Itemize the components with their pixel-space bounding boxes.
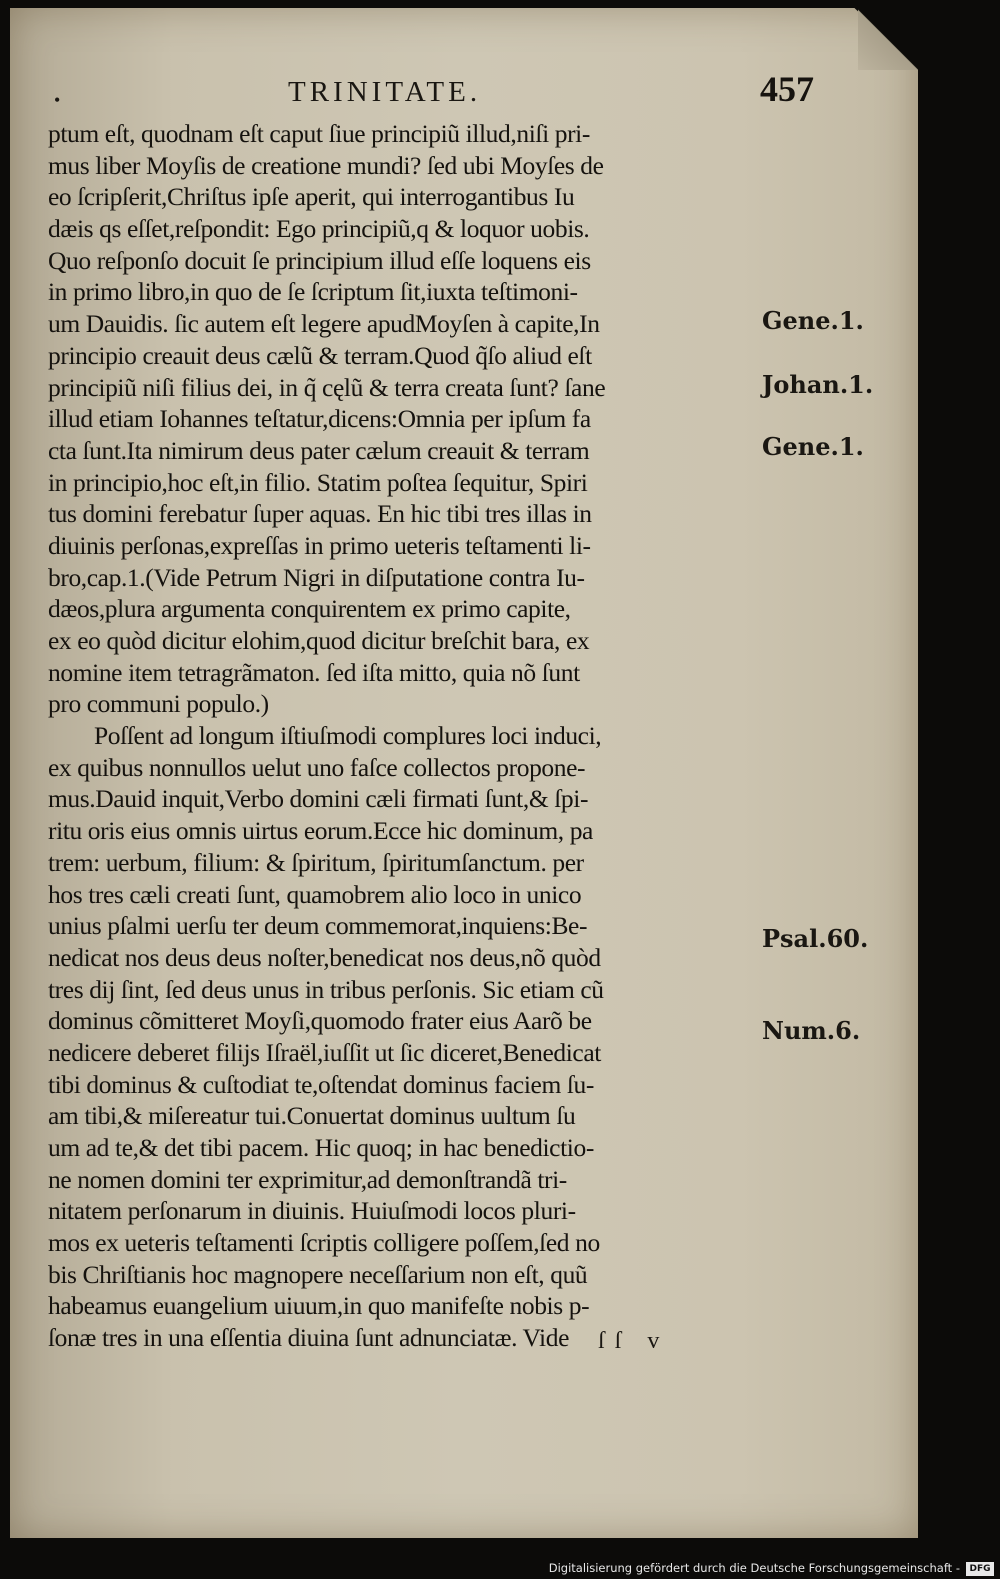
text-line: ritu oris eius omnis uirtus eorum.Ecce hic dominum, pa xyxy=(48,816,593,846)
text-line: ex quibus nonnullos uelut uno faſce collectos propone- xyxy=(48,752,586,782)
signature-mark: ſſ v xyxy=(598,1328,670,1354)
margin-note-johannes: Johan.1. xyxy=(762,370,874,399)
text-line: diuinis perſonas,expreſſas in primo ueteris teſtamenti li- xyxy=(48,530,591,560)
text-line: eo ſcripſerit,Chriſtus ipſe aperit, qui interrogantibus Iu xyxy=(48,182,575,212)
text-line: in principio,hoc eſt,in filio. Statim poſtea ſequitur, Spiri xyxy=(48,467,588,497)
text-line: unius pſalmi uerſu ter deum commemorat,inquiens:Be- xyxy=(48,911,588,941)
page-title: TRINITATE. xyxy=(288,76,482,108)
text-line: dæis qs eſſet,reſpondit: Ego principiũ,q & loquor uobis. xyxy=(48,214,590,244)
footer-bar xyxy=(0,1557,1000,1579)
margin-note-genesis: Gene.1. xyxy=(762,306,864,335)
text-line: um Dauidis. ſic autem eſt legere apudMoyſen à capite,In xyxy=(48,309,600,339)
text-line: ptum eſt, quodnam eſt caput ſiue principiũ illud,niſi pri- xyxy=(48,119,590,148)
text-line: pro communi populo.) xyxy=(48,689,269,719)
paragraph-start-line: Poſſent ad longum iſtiuſmodi complures loci induci, xyxy=(94,721,602,751)
text-line: tres dij ſint, ſed deus unus in tribus perſonis. Sic etiam cũ xyxy=(48,974,604,1004)
text-line: principiũ niſi filius dei, in q̃ cęlũ & terra creata ſunt? ſane xyxy=(48,372,606,402)
text-line: trem: uerbum, filium: & ſpiritum, ſpiritumſanctum. per xyxy=(48,847,584,877)
text-line: mos ex ueteris teſtamenti ſcriptis colligere poſſem,ſed no xyxy=(48,1228,600,1258)
text-line: am tibi,& miſereatur tui.Conuertat dominus uultum ſu xyxy=(48,1101,576,1131)
header-dot: • xyxy=(54,90,61,110)
text-line: ex eo quòd dicitur elohim,quod dicitur breſchit bara, ex xyxy=(48,626,590,655)
text-line: um ad te,& det tibi pacem. Hic quoq; in hac benedictio- xyxy=(48,1133,594,1162)
text-line: nomine item tetragrãmaton. ſed iſta mitto, quia nõ ſunt xyxy=(48,657,580,687)
text-line: ne nomen domini ter exprimitur,ad demonſtrandã tri- xyxy=(48,1164,567,1194)
page-number: 457 xyxy=(760,69,814,109)
text-line: ſonæ tres in una eſſentia diuina ſunt adnunciatæ. Vide xyxy=(48,1323,569,1353)
text-line: nitatem perſonarum in diuinis. Huiuſmodi locos pluri- xyxy=(48,1196,576,1226)
torn-corner xyxy=(858,8,918,70)
text-line: mus liber Moyſis de creatione mundi? ſed ubi Moyſes de xyxy=(48,150,604,180)
funding-credit: Digitalisierung gefördert durch die Deutsche Forschungsgemeinschaft - xyxy=(548,1561,960,1575)
running-head xyxy=(48,69,840,114)
text-line: bro,cap.1.(Vide Petrum Nigri in diſputatione contra Iu- xyxy=(48,562,585,592)
text-line: bis Chriſtianis hoc magnopere neceſſarium non eſt, quũ xyxy=(48,1259,588,1289)
dfg-logo: DFG xyxy=(966,1562,994,1576)
text-line: in primo libro,in quo de ſe ſcriptum ſit,iuxta teſtimoni- xyxy=(48,277,578,307)
text-line: habeamus euangelium uiuum,in quo manifeſte nobis p- xyxy=(48,1291,590,1321)
margin-note-numbers: Num.6. xyxy=(762,1016,861,1045)
main-text xyxy=(48,118,756,1354)
text-line: tus domini ferebatur ſuper aquas. En hic tibi tres illas in xyxy=(48,499,592,529)
text-line: nedicere deberet filijs Iſraël,iuſſit ut ſic diceret,Benedicat xyxy=(48,1037,601,1067)
text-line: cta ſunt.Ita nimirum deus pater cælum creauit & terram xyxy=(48,435,590,465)
text-line: nedicat nos deus deus noſter,benedicat nos deus,nõ quòd xyxy=(48,942,601,972)
text-line: hos tres cæli creati ſunt, quamobrem alio loco in unico xyxy=(48,879,582,909)
margin-note-psalm: Psal.60. xyxy=(762,924,869,953)
text-line: dæos,plura argumenta conquirentem ex primo capite, xyxy=(48,594,571,624)
text-line: mus.Dauid inquit,Verbo domini cæli firmati ſunt,& ſpi- xyxy=(48,784,589,814)
text-line: tibi dominus & cuſtodiat te,oſtendat dominus faciem ſu- xyxy=(48,1069,594,1099)
text-line: principio creauit deus cælũ & terram.Quod q̃ſo aliud eſt xyxy=(48,340,592,370)
text-line: Quo reſponſo docuit ſe principium illud eſſe loquens eis xyxy=(48,245,591,275)
text-line: dominus cõmitteret Moyſi,quomodo frater eius Aarõ be xyxy=(48,1006,592,1036)
margin-note-genesis: Gene.1. xyxy=(762,432,864,461)
text-line: illud etiam Iohannes teſtatur,dicens:Omnia per ipſum fa xyxy=(48,404,591,434)
